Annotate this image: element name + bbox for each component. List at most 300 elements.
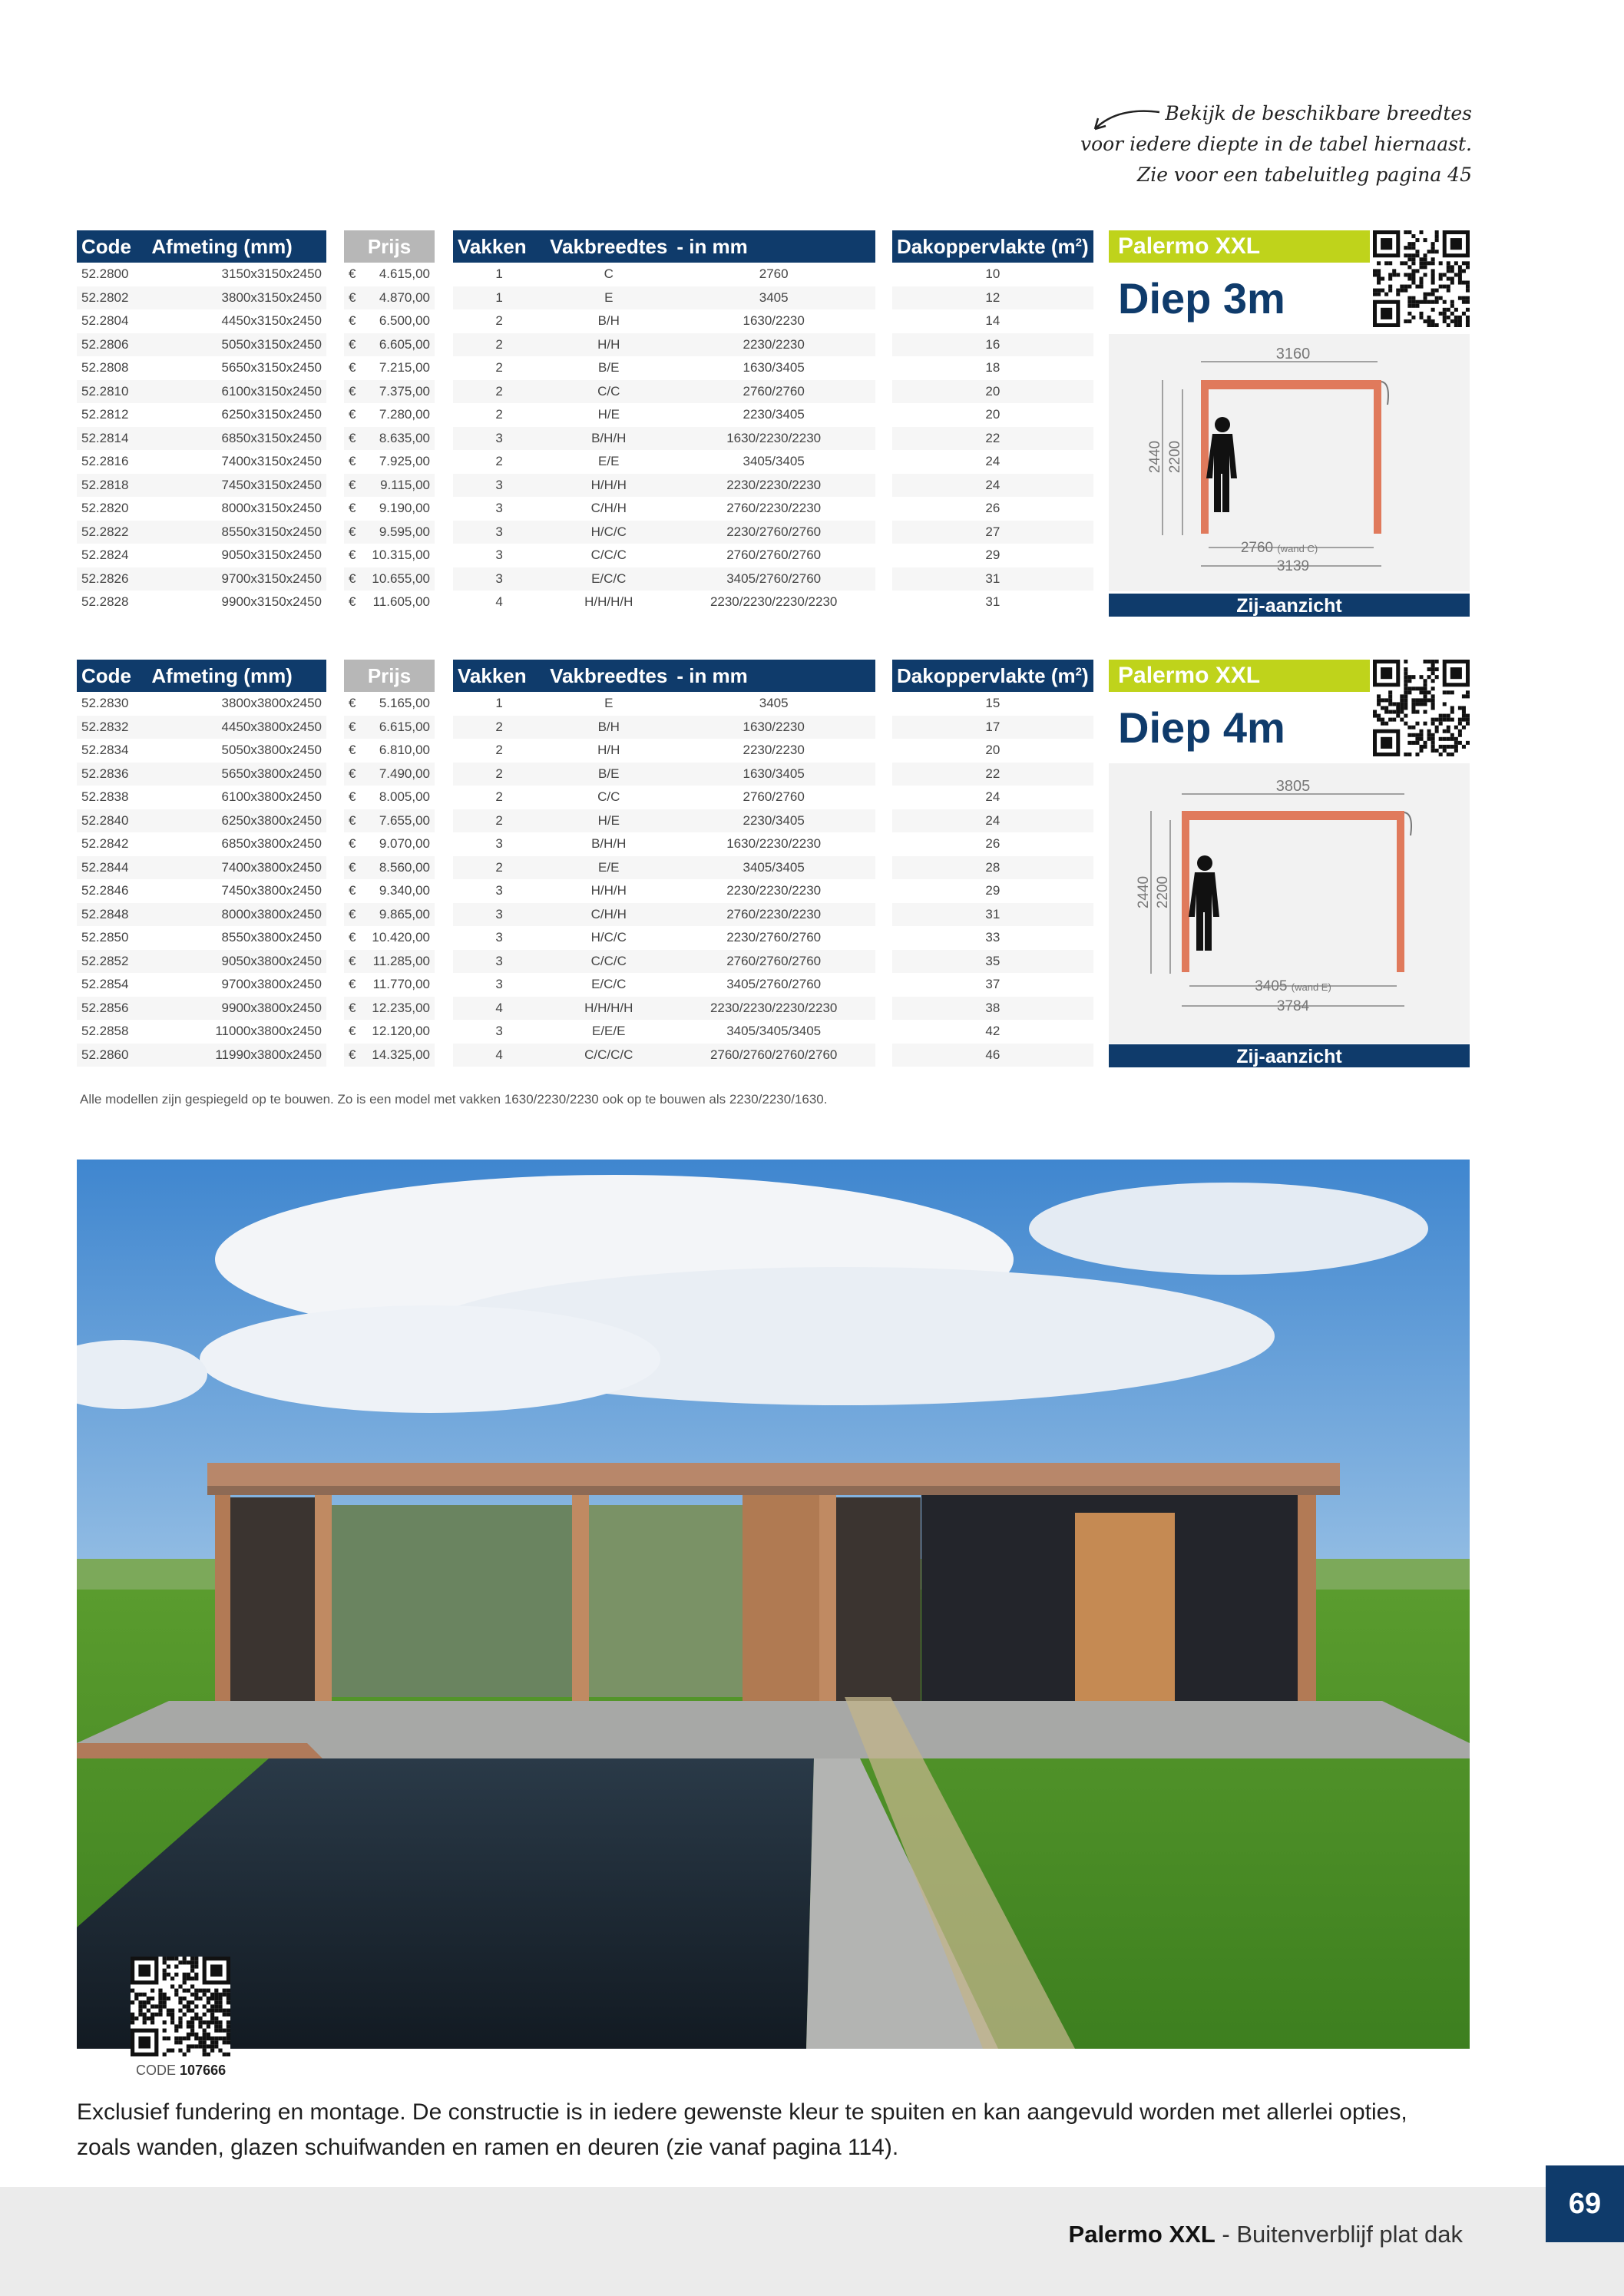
table-row [344,786,435,809]
table-cell: 22 [892,427,1093,451]
table-cell: H/E [545,403,672,427]
table-cell: 3405/2760/2760 [672,567,875,591]
table-cell: 17 [892,716,1093,739]
table-cell: 2760 [672,263,875,286]
table-cell: € [344,879,365,903]
table-row [892,521,1093,544]
table-row [77,997,326,1021]
table-cell: 2760/2230/2230 [672,497,875,521]
table-cell: 2230/3405 [672,809,875,833]
table-row [453,333,875,357]
table-cell: 15 [892,692,1093,716]
table-cell: 12.235,00 [365,997,435,1021]
table-cell: 28 [892,856,1093,880]
table-cell: 8.635,00 [365,427,435,451]
table-cell: 1630/2230 [672,309,875,333]
table-cell: 8550x3150x2450 [147,521,326,544]
table-cell: 52.2852 [77,950,147,974]
dim-bottom: 3405 [1255,978,1288,994]
table-cell: 6100x3150x2450 [147,380,326,404]
table-row [77,786,326,809]
table-row [453,809,875,833]
table-row [344,1020,435,1044]
table-cell: € [344,450,365,474]
table-cell: 26 [892,497,1093,521]
table-cell: B/H [545,716,672,739]
table-cell: 9700x3800x2450 [147,973,326,997]
table-cell: € [344,521,365,544]
table-cell: 7.655,00 [365,809,435,833]
card-footer-label: Zij-aanzicht [1109,1044,1470,1067]
table-row [453,567,875,591]
table-cell: 3 [453,1020,545,1044]
table-row [344,809,435,833]
table-cell: B/H/H [545,832,672,856]
table-row [453,356,875,380]
table-cell: 2230/3405 [672,403,875,427]
table-cell: 52.2832 [77,716,147,739]
table-cell: 4450x3800x2450 [147,716,326,739]
footer-subtitle: - Buitenverblijf plat dak [1215,2221,1463,2248]
footer-title [1069,2221,1463,2248]
table-cell: 1630/2230/2230 [672,832,875,856]
table-cell: 52.2834 [77,739,147,763]
product-code [136,2063,226,2079]
table-row [453,591,875,614]
table-cell: 10.655,00 [365,567,435,591]
table-cell: 20 [892,380,1093,404]
table-row [453,879,875,903]
table-cell: 2760/2760 [672,380,875,404]
table-cell: 52.2858 [77,1020,147,1044]
brand-label: Palermo XXL [1109,660,1370,692]
table-cell: 2 [453,450,545,474]
table-cell: 52.2810 [77,380,147,404]
table-cell: 3 [453,973,545,997]
table-row [77,403,326,427]
table-cell: 1630/3405 [672,356,875,380]
table-cell: € [344,692,365,716]
table-row [453,474,875,498]
table-cell: 2 [453,763,545,786]
table-cell: € [344,1044,365,1067]
table-cell: 11.605,00 [365,591,435,614]
table-cell: 3 [453,879,545,903]
table-row [892,1020,1093,1044]
table-row [892,973,1093,997]
table-cell: € [344,903,365,927]
header-dak: Dakoppervlakte $(m^2)$ [892,230,1093,263]
table-cell: 2 [453,309,545,333]
table-cell: € [344,856,365,880]
table-cell: 2760/2760/2760 [672,950,875,974]
table-row [77,1020,326,1044]
table-cell: 52.2828 [77,591,147,614]
table-row [453,763,875,786]
table-cell: 6850x3150x2450 [147,427,326,451]
table-cell: 7400x3800x2450 [147,856,326,880]
table-cell: € [344,567,365,591]
dim-top: 3805 [1275,778,1311,795]
header-dak: Dakoppervlakte $(m^2)$ [892,660,1093,692]
card-title: Diep 4m [1118,703,1285,752]
table-cell: H/H/H [545,474,672,498]
table-cell: 10.420,00 [365,926,435,950]
table-cell: C/C [545,786,672,809]
table-cell: 3 [453,427,545,451]
table-cell: 29 [892,879,1093,903]
table-row [892,856,1093,880]
table-row [892,997,1093,1021]
table-cell: € [344,591,365,614]
table-cell: 3 [453,950,545,974]
table-row [344,450,435,474]
brand-label: Palermo XXL [1109,230,1370,263]
table-cell: B/H/H [545,427,672,451]
table-cell: € [344,1020,365,1044]
table-row [77,309,326,333]
table-cell: 52.2848 [77,903,147,927]
table-cell: € [344,763,365,786]
table-row [344,286,435,310]
table-row [344,739,435,763]
table-row [892,809,1093,833]
table-cell: € [344,973,365,997]
table-cell: 52.2818 [77,474,147,498]
table-row [453,427,875,451]
table-cell: 52.2860 [77,1044,147,1067]
code-label: CODE [136,2063,177,2078]
table-cell: 52.2800 [77,263,147,286]
table-cell: 9050x3800x2450 [147,950,326,974]
qr-code-icon[interactable] [131,1957,230,2056]
table-cell: 52.2822 [77,521,147,544]
table-cell: 3 [453,474,545,498]
table-cell: 24 [892,809,1093,833]
table-cell: 37 [892,973,1093,997]
code-value: 107666 [180,2063,227,2078]
note-line: Bekijk de beschikbare breedtes [1165,102,1472,124]
table-cell: 52.2844 [77,856,147,880]
table-row [892,263,1093,286]
table-cell: € [344,809,365,833]
table-row [344,380,435,404]
table-row [77,263,326,286]
table-cell: € [344,716,365,739]
table-row [77,567,326,591]
table-row [453,521,875,544]
table-cell: 52.2808 [77,356,147,380]
table-cell: 2 [453,716,545,739]
table-row [344,521,435,544]
table-cell: C/C/C/C [545,1044,672,1067]
table-cell: 52.2820 [77,497,147,521]
table-cell: H/H [545,333,672,357]
table-row [344,879,435,903]
header-code: Code [77,660,147,692]
table-cell: 6.615,00 [365,716,435,739]
table-row [892,692,1093,716]
table-cell: 7400x3150x2450 [147,450,326,474]
header-vakken: Vakken [453,230,545,263]
table-row [892,286,1093,310]
card-footer-label: Zij-aanzicht [1109,594,1470,617]
table-row [453,497,875,521]
table-row [453,450,875,474]
table-cell: € [344,497,365,521]
table-row [77,879,326,903]
table-cell: 9700x3150x2450 [147,567,326,591]
table-row [77,333,326,357]
table-cell: 8000x3150x2450 [147,497,326,521]
table-cell: C [545,263,672,286]
table-row [344,309,435,333]
table-cell: 3 [453,544,545,567]
table-row [77,973,326,997]
table-row [453,832,875,856]
table-cell: 6.810,00 [365,739,435,763]
table-cell: € [344,333,365,357]
table-cell: H/C/C [545,521,672,544]
table-row [892,309,1093,333]
table-cell: 2 [453,809,545,833]
table-cell: 52.2816 [77,450,147,474]
table-cell: 22 [892,763,1093,786]
table-cell: 4 [453,1044,545,1067]
card-title: Diep 3m [1118,274,1285,323]
dim-bottom-total: 3784 [1276,998,1310,1014]
table-cell: 52.2806 [77,333,147,357]
table-cell: € [344,997,365,1021]
table-row [344,497,435,521]
header-vakbreedtes: Vakbreedtes [545,230,672,263]
product-card-diep-4m [1109,660,1470,1067]
table-row [77,286,326,310]
table-cell: 2 [453,856,545,880]
table-row [892,832,1093,856]
table-cell: 2760/2760/2760 [672,544,875,567]
table-row [892,739,1093,763]
table-cell: € [344,356,365,380]
table-cell: 4 [453,997,545,1021]
table-row [77,809,326,833]
table-row [453,786,875,809]
table-cell: 2230/2230/2230 [672,474,875,498]
table-cell: 52.2814 [77,427,147,451]
table-row [344,567,435,591]
table-cell: 52.2836 [77,763,147,786]
table-row [892,879,1093,903]
table-cell: 7.215,00 [365,356,435,380]
qr-code-icon[interactable] [1373,660,1470,756]
page-number: 69 [1546,2165,1624,2242]
table-cell: H/E [545,809,672,833]
table-row [453,950,875,974]
table-cell: 52.2802 [77,286,147,310]
side-view-diagram [1109,334,1470,591]
table-cell: 11.285,00 [365,950,435,974]
table-cell: 52.2804 [77,309,147,333]
table-cell: 8550x3800x2450 [147,926,326,950]
dim-height-inner: 2200 [1167,440,1183,474]
table-row [892,497,1093,521]
table-cell: 3800x3800x2450 [147,692,326,716]
table-row [344,856,435,880]
table-cell: 42 [892,1020,1093,1044]
table-cell: B/E [545,356,672,380]
table-cell: E/C/C [545,567,672,591]
table-cell: C/C/C [545,544,672,567]
table-cell: 2230/2230 [672,333,875,357]
table-cell: 6250x3150x2450 [147,403,326,427]
table-cell: 7.280,00 [365,403,435,427]
table-cell: 10.315,00 [365,544,435,567]
qr-code-icon[interactable] [1373,230,1470,327]
table-row [892,427,1093,451]
table-cell: 3405/2760/2760 [672,973,875,997]
table-cell: 4450x3150x2450 [147,309,326,333]
table-row [453,263,875,286]
table-cell: B/E [545,763,672,786]
table-cell: 2 [453,403,545,427]
table-row [77,544,326,567]
table-cell: € [344,403,365,427]
table-row [892,333,1093,357]
svg-text:3405 (wand E) [1255,978,1331,994]
table-cell: 14 [892,309,1093,333]
table-cell: 2 [453,786,545,809]
table-cell: 9900x3150x2450 [147,591,326,614]
table-row [453,716,875,739]
t2-column-group [453,660,875,1067]
table-row [77,903,326,927]
table-cell: 11.770,00 [365,973,435,997]
table-cell: 3 [453,832,545,856]
t1-column-group [453,230,875,614]
table-cell: 16 [892,333,1093,357]
table-cell: C/C [545,380,672,404]
table-cell: 2760/2230/2230 [672,903,875,927]
footer-product: Palermo XXL [1068,2221,1216,2248]
table-row [344,950,435,974]
table-cell: 1630/2230 [672,716,875,739]
table-row [892,450,1093,474]
table-cell: 31 [892,567,1093,591]
header-afmeting: Afmeting (mm) [147,230,326,263]
table-cell: H/H/H/H [545,997,672,1021]
table-cell: 52.2850 [77,926,147,950]
table-cell: 52.2812 [77,403,147,427]
table-cell: 5.165,00 [365,692,435,716]
table-cell: 1 [453,286,545,310]
table-row [453,692,875,716]
table-cell: E [545,286,672,310]
dim-bottom: 2760 [1240,540,1274,556]
header-inmm: - in mm [672,660,875,692]
table-row [453,544,875,567]
table-cell: 2 [453,739,545,763]
table-row [892,763,1093,786]
t2-column-group [892,660,1093,1067]
table-cell: € [344,427,365,451]
table-cell: 52.2826 [77,567,147,591]
table-cell: B/H [545,309,672,333]
table-cell: C/C/C [545,950,672,974]
table-cell: 9050x3150x2450 [147,544,326,567]
table-cell: 52.2838 [77,786,147,809]
table-row [77,1044,326,1067]
table-row [892,926,1093,950]
table-cell: € [344,309,365,333]
table-row [892,950,1093,974]
table-row [77,591,326,614]
table-cell: 7.490,00 [365,763,435,786]
table-cell: € [344,544,365,567]
table-row [344,356,435,380]
table-cell: € [344,926,365,950]
table-cell: 3 [453,497,545,521]
table-cell: 9.115,00 [365,474,435,498]
table-row [77,716,326,739]
header-prijs: Prijs [344,230,435,263]
table-row [344,832,435,856]
table-row [77,692,326,716]
table-cell: 7.375,00 [365,380,435,404]
table-row [77,832,326,856]
table-cell: 2230/2230/2230/2230 [672,997,875,1021]
table-cell: € [344,739,365,763]
table-row [344,474,435,498]
table-cell: 24 [892,786,1093,809]
dim-bottom-total: 3139 [1276,558,1310,574]
description-text: Exclusief fundering en montage. De constructie is in iedere gewenste kleur te spuiten en kan aangevuld worden met allerlei opties, zoals wanden, glazen schuifwanden en ramen en deuren (zie vanaf pagina 114). [77,2099,1407,2160]
table-cell: 12.120,00 [365,1020,435,1044]
table-cell: C/H/H [545,497,672,521]
table-cell: 29 [892,544,1093,567]
table-row [453,973,875,997]
table-cell: 4 [453,591,545,614]
table-row [344,763,435,786]
table-cell: 46 [892,1044,1093,1067]
table-cell: C/H/H [545,903,672,927]
mirror-note: Alle modellen zijn gespiegeld op te bouwen. Zo is een model met vakken 1630/2230/2230 ook op te bouwen als 2230/2230/1630. [80,1092,828,1107]
table-cell: € [344,786,365,809]
table-cell: € [344,950,365,974]
t2-column-group [77,660,326,1067]
table-cell: 1630/2230/2230 [672,427,875,451]
table-cell: H/C/C [545,926,672,950]
product-card-diep-3m [1109,230,1470,617]
table-cell: 27 [892,521,1093,544]
table-cell: 3405 [672,692,875,716]
table-cell: 33 [892,926,1093,950]
table-cell: 5650x3800x2450 [147,763,326,786]
table-row [892,380,1093,404]
table-cell: 3405/3405/3405 [672,1020,875,1044]
table-cell: 1 [453,692,545,716]
table-row [344,544,435,567]
table-row [344,716,435,739]
table-cell: 18 [892,356,1093,380]
t1-column-group [892,230,1093,614]
table-row [453,903,875,927]
table-cell: 31 [892,903,1093,927]
table-cell: 52.2830 [77,692,147,716]
dim-height-inner: 2200 [1155,875,1171,909]
table-cell: 2760/2760 [672,786,875,809]
table-cell: 8000x3800x2450 [147,903,326,927]
dim-height-total: 2440 [1136,875,1152,909]
